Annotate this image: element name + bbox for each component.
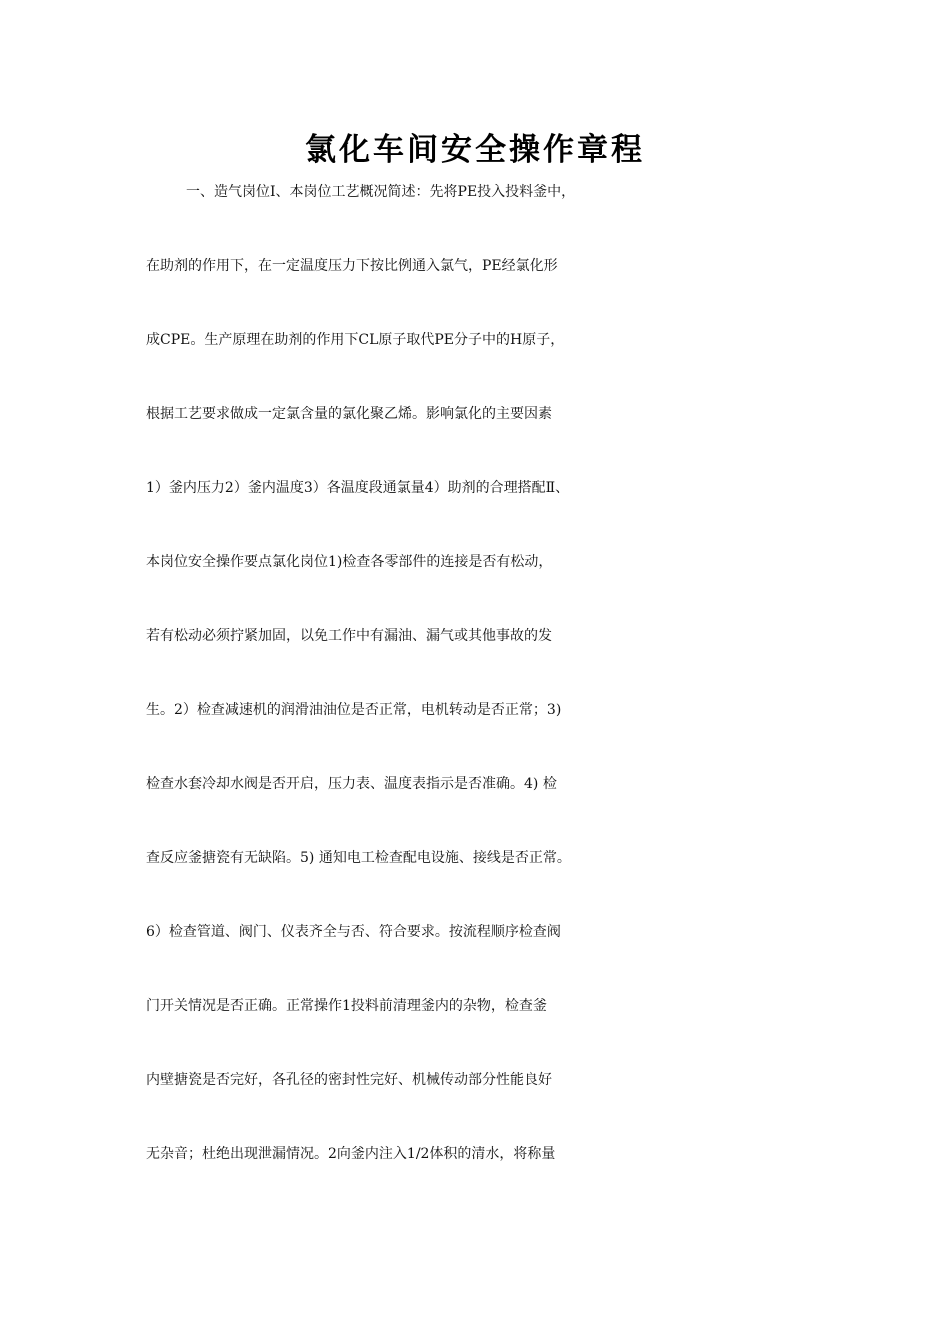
paragraph-line: 若有松动必须拧紧加固，以免工作中有漏油、漏气或其他事故的发 [146,628,552,644]
paragraph-line: 无杂音；杜绝出现泄漏情况。2向釜内注入1/2体积的清水，将称量 [146,1146,556,1162]
paragraph-line: 根据工艺要求做成一定氯含量的氯化聚乙烯。影响氯化的主要因素 [146,406,552,422]
paragraph-line: 一、造气岗位Ⅰ、本岗位工艺概况简述：先将PE投入投料釜中， [186,184,576,200]
paragraph-line: 1）釜内压力2）釜内温度3）各温度段通氯量4）助剂的合理搭配Ⅱ、 [146,480,570,496]
paragraph-line: 生。2）检查减速机的润滑油油位是否正常，电机转动是否正常；3) [146,702,562,718]
paragraph-line: 本岗位安全操作要点氯化岗位1)检查各零部件的连接是否有松动， [146,554,553,570]
paragraph-line: 检查水套冷却水阀是否开启，压力表、温度表指示是否准确。4) 检 [146,776,557,792]
document-title: 氯化车间安全操作章程 [305,132,645,168]
paragraph-line: 内壁搪瓷是否完好，各孔径的密封性完好、机械传动部分性能良好 [146,1072,552,1088]
paragraph-line: 查反应釜搪瓷有无缺陷。5) 通知电工检查配电设施、接线是否正常。 [146,850,571,866]
paragraph-line: 在助剂的作用下，在一定温度压力下按比例通入氯气，PE经氯化形 [146,258,558,274]
paragraph-line: 6）检查管道、阀门、仪表齐全与否、符合要求。按流程顺序检查阀 [146,924,561,940]
paragraph-line: 门开关情况是否正确。正常操作1投料前清理釜内的杂物，检查釜 [146,998,547,1014]
paragraph-line: 成CPE。生产原理在助剂的作用下CL原子取代PE分子中的H原子， [146,332,565,348]
